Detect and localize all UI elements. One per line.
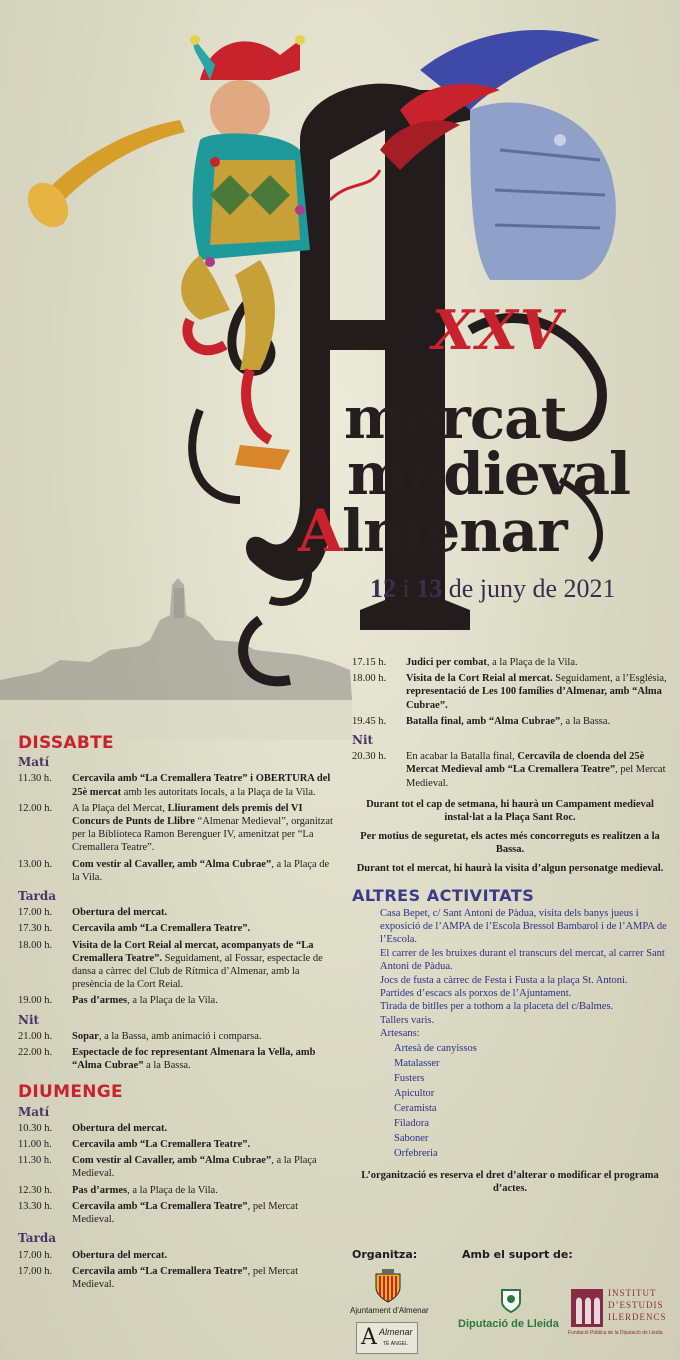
event-time: 12.30 h. [18, 1184, 53, 1196]
event-title: Obertura del mercat. [72, 1122, 168, 1134]
event-time: 21.00 h. [18, 1030, 53, 1042]
iei-line2: D’ESTUDIS [608, 1300, 664, 1310]
event-text [72, 1249, 336, 1262]
activity-item: El carrer de les bruixes durant el transcurs del mercat, al carrer Sant Antoni de Pàdua. [380, 947, 665, 973]
event-text [72, 906, 336, 919]
period-tarda: Tarda [18, 1231, 57, 1246]
ajuntament-label: Ajuntament d’Almenar [350, 1306, 429, 1315]
edition-number: XXV [432, 298, 564, 362]
event-row [18, 1030, 336, 1043]
event-detail: “Almenar Medieval”, organitzat per la Biblioteca Ramon Berenguer IV, amenitzat per “La Cremallera Teatre”. [72, 816, 333, 854]
event-date [370, 574, 616, 604]
event-text [72, 1200, 336, 1226]
almenar-logo-line1: Almenar [379, 1327, 413, 1337]
event-time: 17.30 h. [18, 923, 53, 935]
period-nit: Nit [352, 733, 374, 748]
event-text [406, 750, 668, 790]
event-title: Judici per combat [406, 657, 487, 668]
ajuntament-shield-icon [370, 1268, 406, 1304]
event-text [72, 1030, 336, 1043]
almenar-logo-line2: TÉ ÀNGEL [383, 1341, 408, 1347]
event-title: Cercavila amb “La Cremallera Teatre” [72, 1265, 248, 1277]
activities-title: ALTRES ACTIVITATS [352, 886, 535, 906]
organitza-label: Organitza: [352, 1248, 418, 1261]
period-nit: Nit [18, 1012, 40, 1027]
iei-building-icon [570, 1288, 604, 1328]
event-text [72, 994, 336, 1007]
event-time: 18.00 h. [352, 673, 387, 685]
event-detail: En acabar la Batalla final, [406, 751, 518, 763]
event-time: 20.30 h. [352, 751, 387, 763]
town-silhouette [0, 578, 352, 740]
almenar-a-icon: A [361, 1325, 377, 1350]
event-title: Lliurament dels premis del VI Concurs de Punts de Llibre [72, 802, 303, 828]
activity-item: Tallers varis. [380, 1014, 435, 1026]
note-personatge: Durant tot el mercat, hi haurà la visita d’algun personatge medieval. [356, 862, 664, 874]
note-campament: Durant tot el cap de setmana, hi haurà un Campament medieval instal·lat a la Plaça Sant Roc. [366, 798, 654, 824]
period-tarda: Tarda [18, 889, 57, 904]
artesa-item: Fusters [394, 1072, 425, 1084]
event-row [18, 1200, 336, 1226]
event-detail: , a la Bassa. [560, 715, 611, 727]
event-title: Visita de la Cort Reial al mercat, acompanyats de “La Cremallera Teatre”. [72, 939, 314, 964]
artesa-item: Apicultor [394, 1087, 435, 1099]
event-text [72, 1138, 336, 1151]
event-text [72, 772, 336, 798]
event-text [406, 656, 668, 669]
event-row [18, 939, 336, 992]
event-row [352, 750, 668, 790]
artesa-item: Orfebreria [394, 1147, 438, 1159]
date-rest: de juny de 2021 [442, 574, 616, 603]
event-title: Obertura del mercat. [72, 907, 168, 919]
activity-item: Partides d’escacs als porxos de l’Ajuntament. [380, 987, 572, 999]
event-detail: , pel Mercat Medieval. [72, 1265, 298, 1290]
event-title: Cercavila amb “La Cremallera Teatre” i OBERTURA del 25è mercat [72, 773, 331, 798]
event-text [72, 1265, 336, 1291]
iei-line3: ILERDENCS [608, 1312, 667, 1322]
event-text [72, 1184, 336, 1197]
artesa-item: Saboner [394, 1132, 429, 1144]
event-title: Batalla final, amb “Alma Cubrae” [406, 715, 561, 727]
event-detail: Seguidament, al Fossar, espectacle de dansa a càrrec del Club de Rítmica d’Almenar, amb la presència de la Cort Reial. [72, 952, 323, 991]
suport-label: Amb el suport de: [462, 1248, 573, 1261]
event-time: 12.00 h. [18, 802, 53, 814]
event-row [18, 1122, 336, 1135]
event-detail: , a la Plaça Medieval. [72, 1155, 317, 1180]
event-text [72, 1046, 336, 1072]
event-detail: , a la Plaça de la Vila. [72, 858, 330, 883]
event-text [406, 715, 668, 728]
day-dissabte: DISSABTE [18, 733, 114, 753]
event-row [18, 1046, 336, 1072]
event-row [18, 1249, 336, 1262]
event-time: 18.00 h. [18, 939, 53, 951]
artesa-item: Filadora [394, 1117, 429, 1129]
iei-line4: Fundació Pública de la Diputació de Lleida [568, 1330, 663, 1336]
event-time: 10.30 h. [18, 1122, 53, 1134]
day-diumenge: DIUMENGE [18, 1082, 123, 1103]
title-almenar-initial: A [298, 497, 343, 565]
event-time: 22.00 h. [18, 1047, 53, 1059]
event-title: Cercavila amb “La Cremallera Teatre” [72, 1200, 248, 1212]
artesa-item: Ceramista [394, 1102, 437, 1114]
event-text [72, 1122, 336, 1135]
event-detail: amb les autoritats locals, a la Plaça de la Vila. [121, 786, 316, 798]
event-time: 11.30 h. [18, 1155, 52, 1167]
artesa-item: Matalasser [394, 1057, 440, 1069]
artesa-item: Artesà de canyissos [394, 1042, 477, 1054]
activity-item: Tirada de bitlles per a tothom a la placeta del c/Balmes. [380, 1001, 614, 1013]
title-mercat: mercat [344, 384, 567, 452]
event-title: Com vestir al Cavaller, amb “Alma Cubrae” [72, 1155, 272, 1167]
event-text [406, 672, 668, 712]
activity-item: Jocs de fusta a càrrec de Festa i Fusta a la plaça St. Antoni. [380, 974, 628, 986]
event-title: Sopar [72, 1030, 99, 1042]
artesans-list [394, 1041, 668, 1161]
period-mati: Matí [18, 755, 50, 770]
event-detail: a la Bassa. [143, 1060, 191, 1072]
event-row [352, 715, 668, 728]
almenar-logo [356, 1322, 418, 1354]
event-time: 17.00 h. [18, 1265, 53, 1277]
event-time: 17.00 h. [18, 907, 53, 919]
event-text [72, 858, 336, 884]
activity-item: Artesans: [380, 1028, 420, 1040]
date-day1: 12 [370, 574, 396, 603]
event-text [72, 939, 336, 992]
date-i: i [396, 574, 417, 603]
event-row [18, 772, 336, 798]
program-left-column [18, 733, 336, 1294]
event-time: 19.45 h. [352, 715, 387, 727]
event-title: Cercavila de cloenda del 25è Mercat Medieval amb “La Cremallera Teatre” [406, 751, 645, 776]
reserve-note: L’organització es reserva el dret d’alterar o modificar el programa d’actes. [361, 1169, 659, 1195]
event-detail: A la Plaça del Mercat, [72, 802, 168, 814]
jester [19, 35, 310, 470]
date-day2: 13 [416, 574, 443, 603]
event-title: Cercavila amb “La Cremallera Teatre”. [72, 923, 251, 935]
event-detail: , a la Bassa, amb animació i comparsa. [98, 1030, 262, 1042]
event-row [18, 906, 336, 919]
event-detail: , a la Plaça de la Vila. [127, 1184, 218, 1196]
event-title: Obertura del mercat. [72, 1249, 168, 1261]
event-title: Pas d’armes [72, 1184, 128, 1196]
event-detail: , pel Mercat Medieval. [406, 764, 666, 789]
event-time: 17.00 h. [18, 1249, 53, 1261]
title-almenar-rest: lmenar [342, 497, 567, 565]
event-title: Pas d’armes [72, 995, 128, 1007]
event-row [18, 858, 336, 884]
event-detail: , a la Plaça de la Vila. [486, 657, 578, 668]
event-time: 11.00 h. [18, 1139, 52, 1151]
event-detail: , a la Plaça de la Vila. [127, 995, 218, 1007]
event-title: Com vestir al Cavaller, amb “Alma Cubrae” [72, 858, 272, 870]
event-title: Cercavila amb “La Cremallera Teatre”. [72, 1139, 251, 1151]
event-row [18, 1184, 336, 1197]
event-row [352, 672, 668, 712]
event-time: 17.15 h. [352, 657, 387, 668]
event-row [18, 1265, 336, 1291]
event-row [18, 994, 336, 1007]
title-almenar [298, 497, 567, 565]
event-row [18, 1138, 336, 1151]
diputacio-emblem-icon [500, 1288, 522, 1314]
event-row [18, 922, 336, 935]
program-right-column [352, 656, 668, 1196]
event-time: 11.30 h. [18, 773, 52, 785]
event-row [18, 802, 336, 855]
event-row [18, 1154, 336, 1180]
event-title: Visita de la Cort Reial al mercat. [406, 673, 553, 685]
event-row [352, 656, 668, 669]
event-title: representació de Les 100 famílies d’Almenar, amb “Alma Cubrae”. [406, 686, 662, 711]
event-text [72, 1154, 336, 1180]
note-seguretat: Per motius de seguretat, els actes més concorreguts es realitzen a la Bassa. [360, 830, 660, 856]
event-text [72, 922, 336, 935]
event-title: Espectacle de foc representant Almenara la Vella, amb “Alma Cubrae” [72, 1047, 316, 1072]
event-text [72, 802, 336, 855]
event-time: 19.00 h. [18, 995, 53, 1007]
event-detail: Seguidament, a l’Església, [552, 673, 667, 685]
iei-line1: INSTITUT [608, 1288, 657, 1298]
event-detail: , pel Mercat Medieval. [72, 1200, 298, 1226]
title-medieval: medieval [347, 440, 631, 508]
event-time: 13.30 h. [18, 1200, 53, 1212]
diputacio-label: Diputació de Lleida [458, 1318, 559, 1330]
activity-item: Casa Bepet, c/ Sant Antoni de Pàdua, visita dels banys jueus i exposició de l’AMPA de l’Escola Bressol Bambarol i de l’AMPA de l’Escola. [380, 907, 667, 946]
event-time: 13.00 h. [18, 858, 53, 870]
period-mati: Matí [18, 1104, 50, 1119]
